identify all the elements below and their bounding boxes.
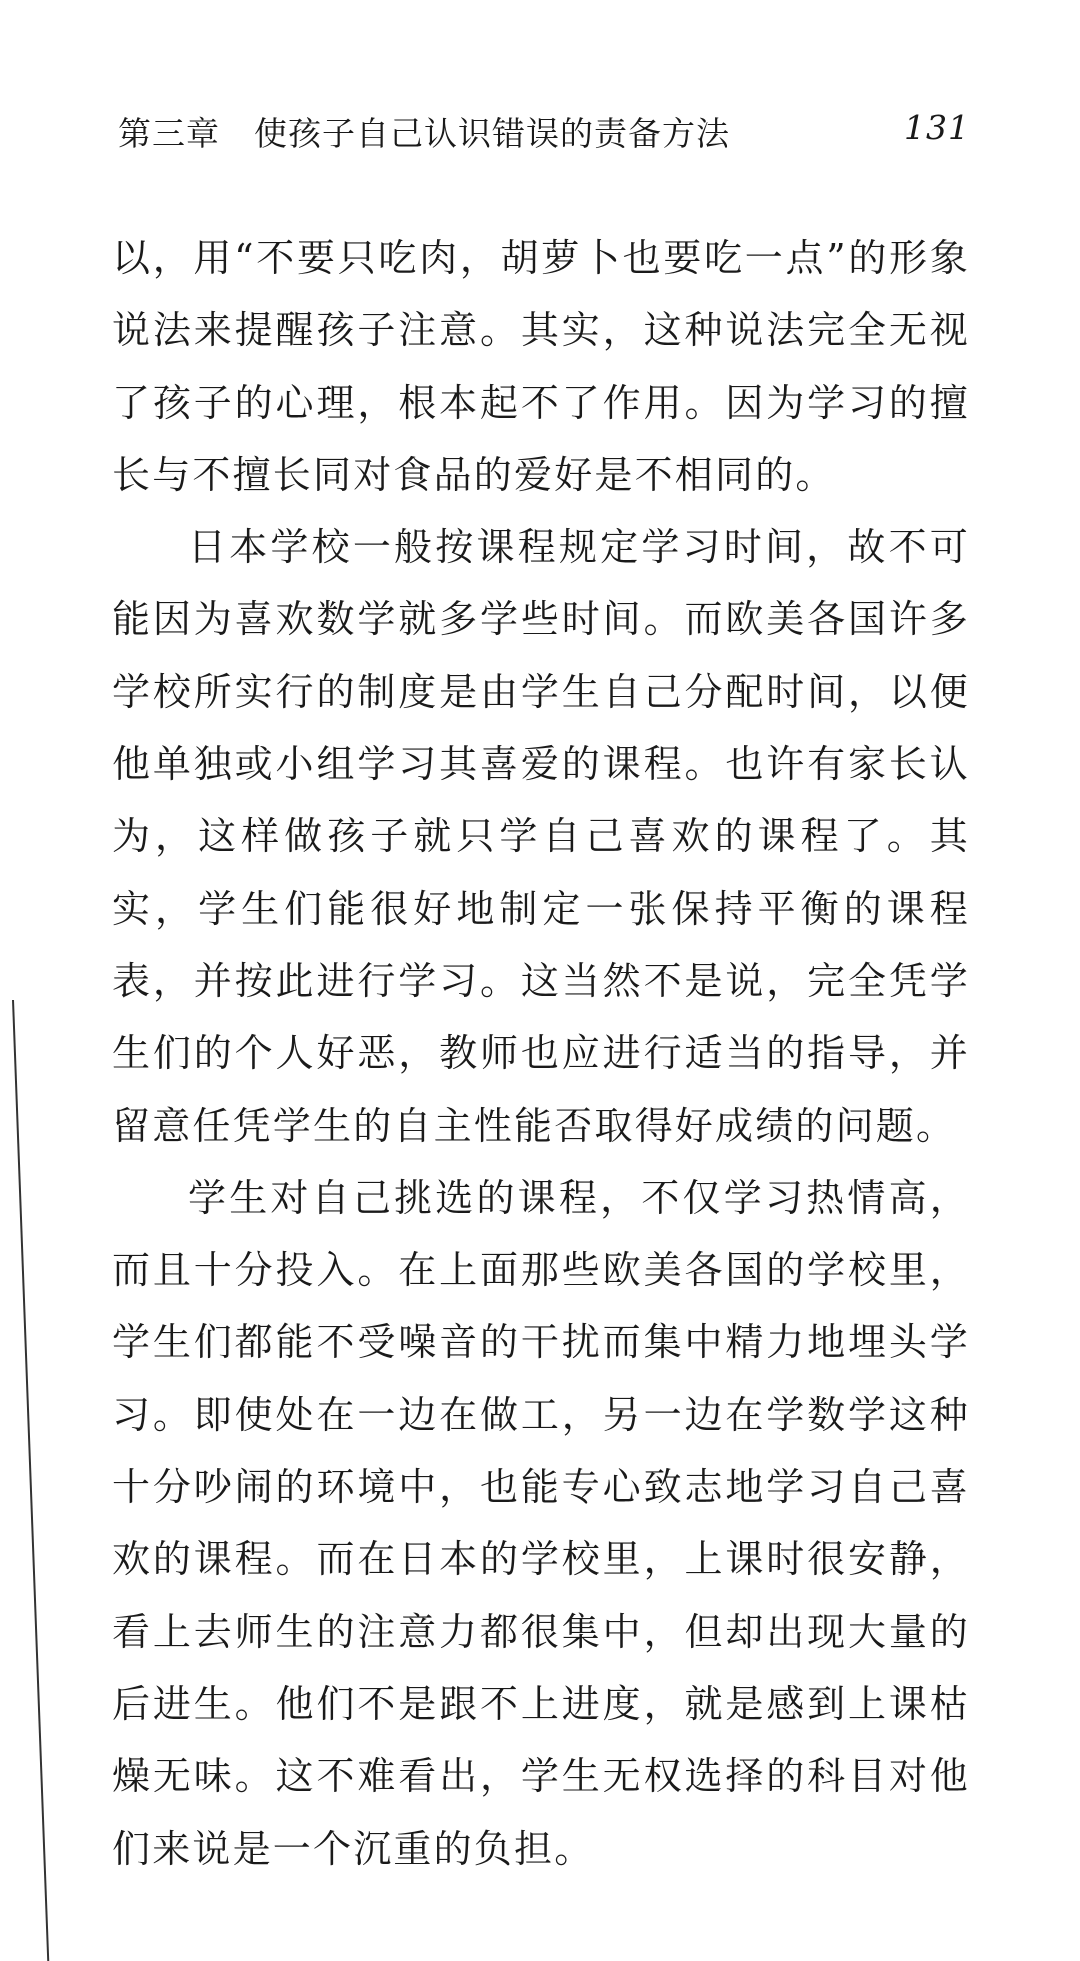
running-head	[118, 108, 970, 158]
paragraph-1: 以，用“不要只吃肉，胡萝卜也要吃一点”的形象说法来提醒孩子注意。其实，这种说法完全无视了孩子的心理，根本起不了作用。因为学习的擅长与不擅长同对食品的爱好是不相同的。	[112, 236, 970, 497]
body-text	[112, 222, 970, 1885]
paragraph-3: 学生对自己挑选的课程，不仅学习热情高，而且十分投入。在上面那些欧美各国的学校里，学生们都能不受噪音的干扰而集中精力地埋头学习。即使处在一边在做工，另一边在学数学这种十分吵闹的环境中，也能专心致志地学习自己喜欢的课程。而在日本的学校里，上课时很安静，看上去师生的注意力都很集中，但却出现大量的后进生。他们不是跟不上进度，就是感到上课枯燥无味。这不难看出，学生无权选择的科目对他们来说是一个沉重的负担。	[112, 1175, 970, 1871]
chapter-title: 第三章 使孩子自己认识错误的责备方法	[118, 114, 730, 153]
paragraph-2: 日本学校一般按课程规定学习时间，故不可能因为喜欢数学就多学些时间。而欧美各国许多学校所实行的制度是由学生自己分配时间，以便他单独或小组学习其喜爱的课程。也许有家长认为，这样做孩子就只学自己喜欢的课程了。其实，学生们能很好地制定一张保持平衡的课程表，并按此进行学习。这当然不是说，完全凭学生们的个人好恶，教师也应进行适当的指导，并留意任凭学生的自主性能否取得好成绩的问题。	[112, 525, 970, 1148]
scan-edge-line	[0, 1000, 60, 1961]
page-number: 131	[904, 108, 970, 147]
